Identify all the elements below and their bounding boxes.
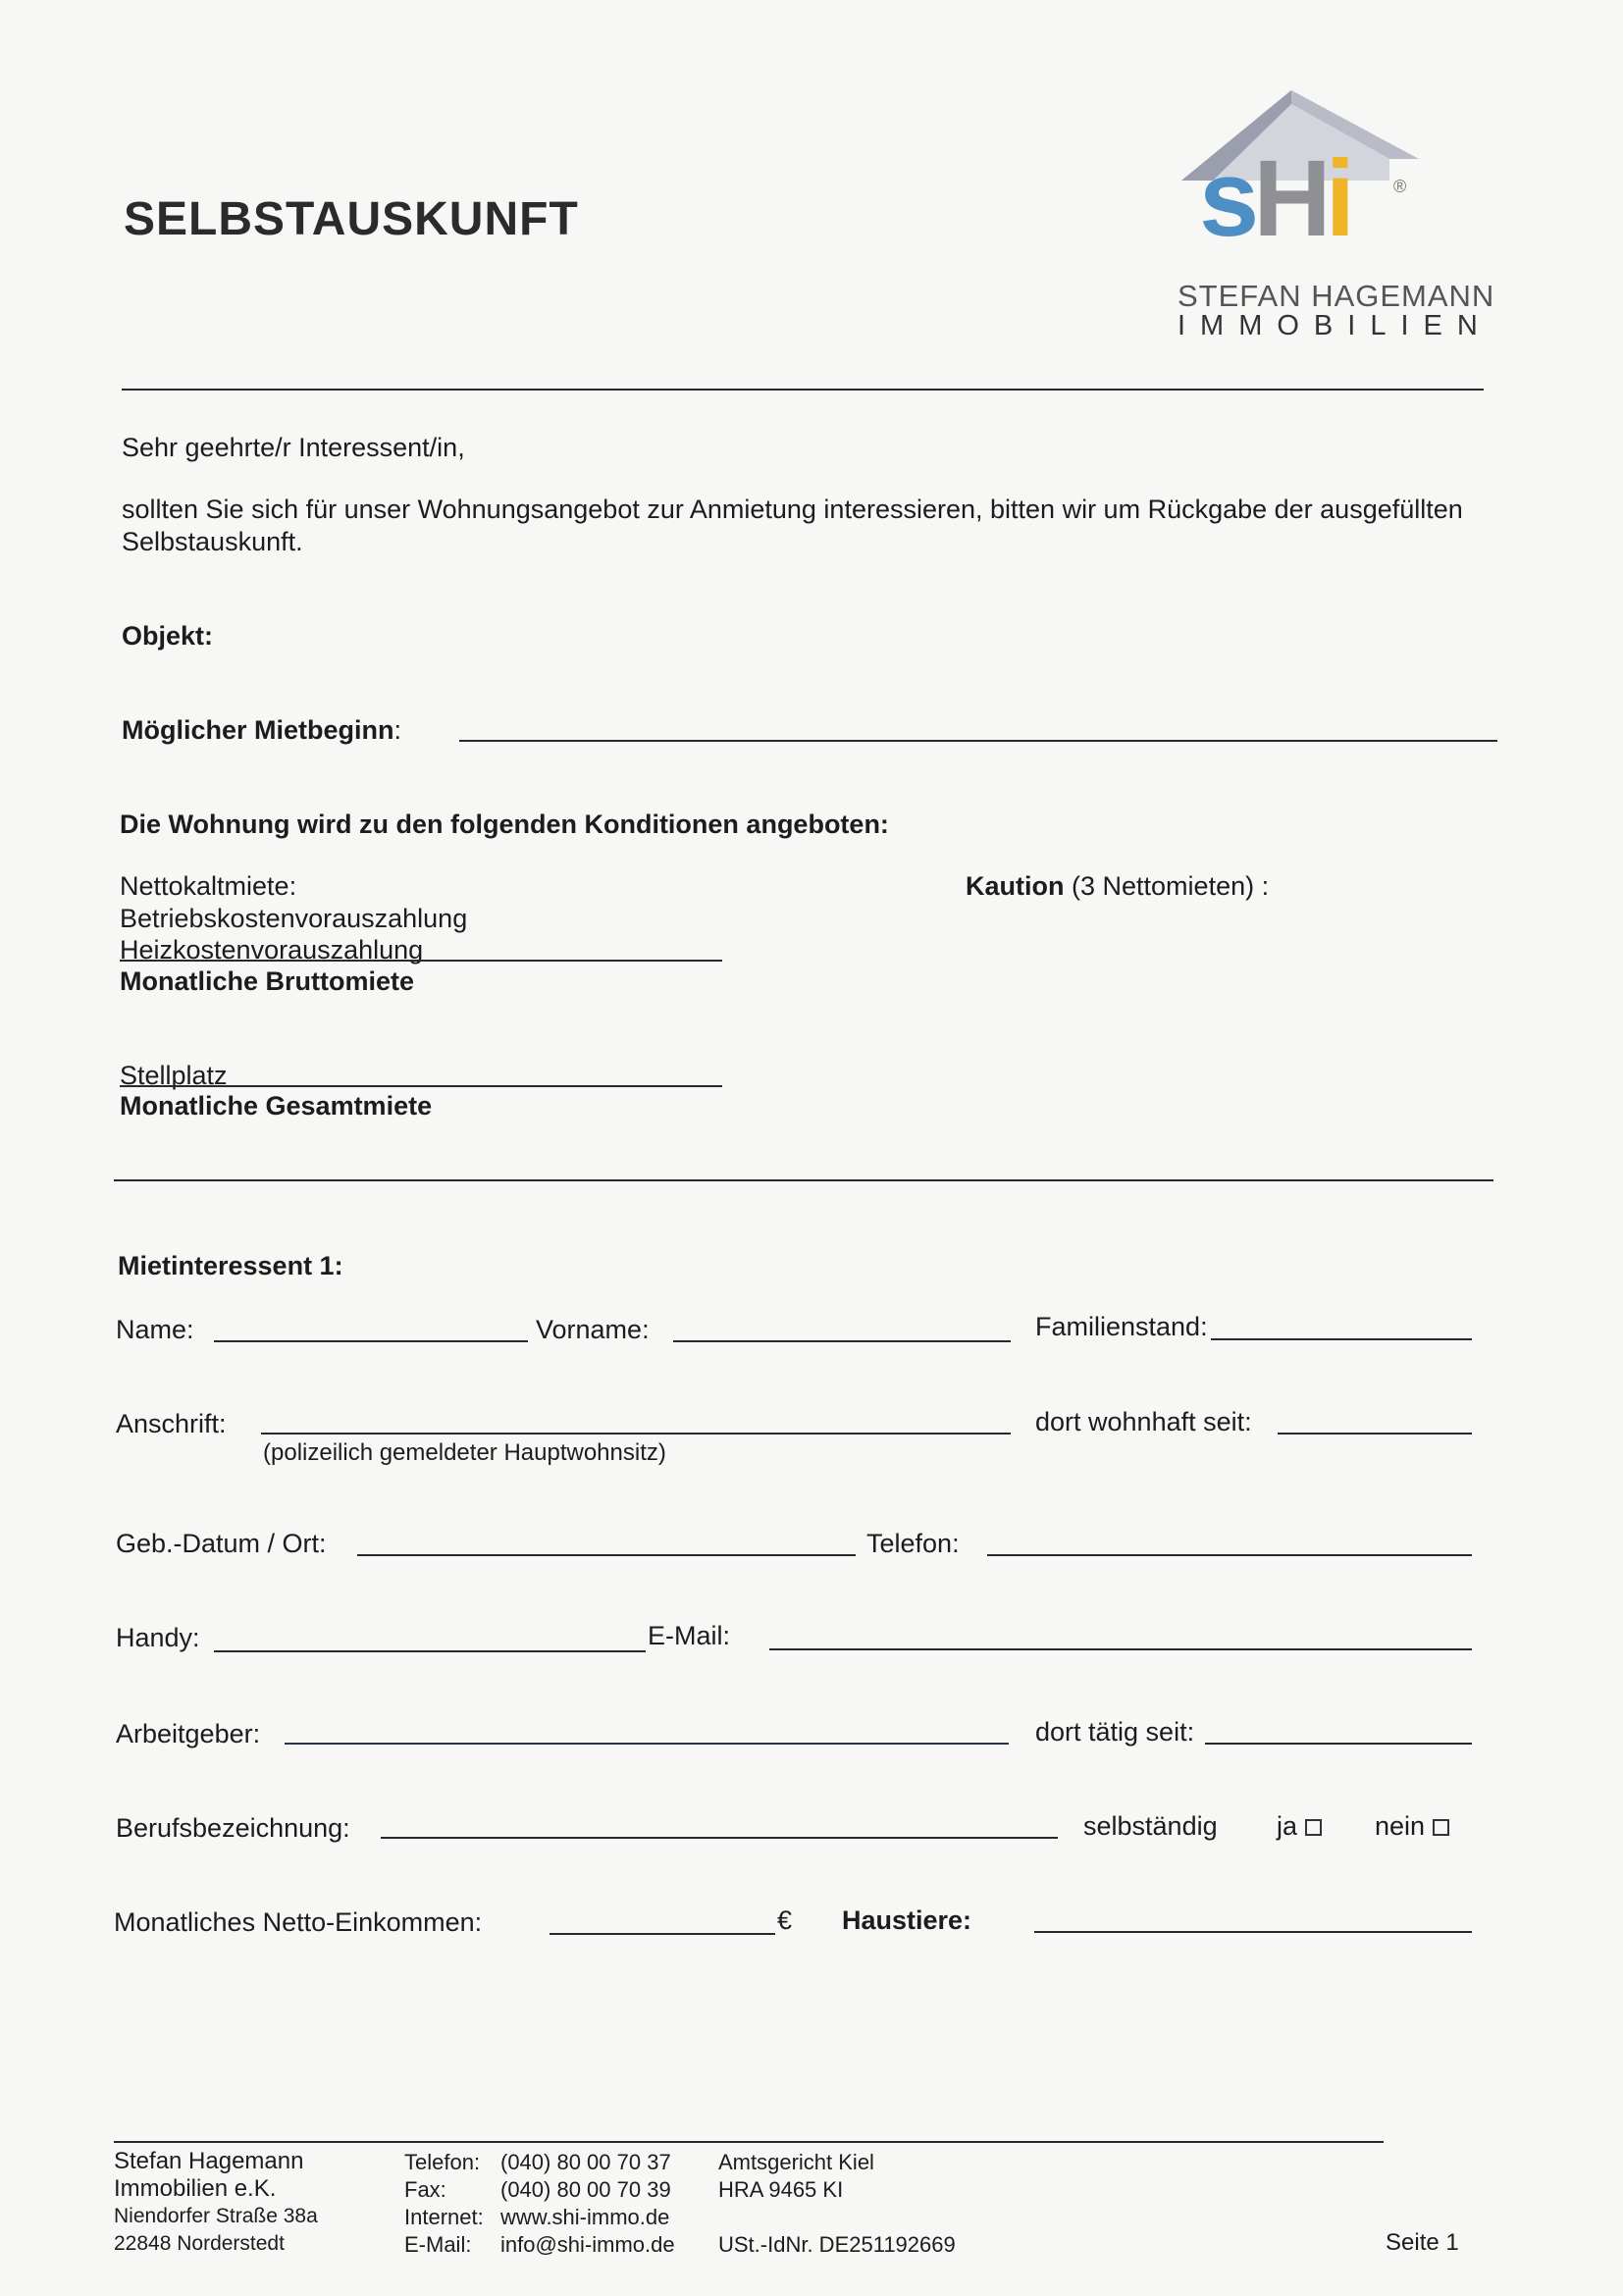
company-logo: [1174, 86, 1495, 341]
email-label: E-Mail:: [648, 1621, 731, 1650]
birth-field[interactable]: [357, 1554, 856, 1556]
self-employed-yes[interactable]: [1277, 1811, 1322, 1842]
footer-vat: USt.-IdNr. DE251192669: [718, 2232, 956, 2257]
address-label: Anschrift:: [116, 1409, 227, 1438]
currency-symbol: €: [777, 1905, 793, 1935]
footer-website-link[interactable]: www.shi-immo.de: [500, 2205, 670, 2229]
self-employed-label: selbständig: [1083, 1811, 1218, 1841]
deposit-label: [966, 871, 1269, 902]
footer-contact-label: Telefon:: [404, 2150, 481, 2174]
footer-register-line: HRA 9465 KI: [718, 2177, 844, 2202]
no-checkbox[interactable]: [1433, 1819, 1449, 1836]
footer-divider: [114, 2141, 1384, 2143]
net-rent-label: Nettokaltmiete:: [120, 871, 297, 901]
pets-field[interactable]: [1034, 1931, 1472, 1933]
footer-company: [114, 2148, 318, 2258]
resident-since-field[interactable]: [1278, 1433, 1472, 1435]
applicant-heading: Mietinteressent 1:: [118, 1251, 343, 1280]
no-label: nein: [1375, 1811, 1426, 1841]
footer-phone: (040) 80 00 70 37: [500, 2150, 671, 2174]
name-label: Name:: [116, 1315, 194, 1344]
footer-contact-label: E-Mail:: [404, 2232, 472, 2257]
footer-contact-values: [500, 2149, 675, 2259]
first-name-field[interactable]: [673, 1340, 1011, 1342]
total-rent-label: Monatliche Gesamtmiete: [120, 1091, 433, 1121]
footer-company-line: Immobilien e.K.: [114, 2175, 277, 2202]
registered-mark: ®: [1393, 177, 1407, 196]
footer-company-line: Stefan Hagemann: [114, 2148, 304, 2174]
employed-since-field[interactable]: [1205, 1743, 1472, 1745]
first-name-label: Vorname:: [536, 1315, 650, 1344]
page-number: Seite 1: [1386, 2229, 1459, 2256]
phone-field[interactable]: [987, 1554, 1472, 1556]
footer-register: [718, 2149, 874, 2204]
rent-start-colon: :: [393, 715, 402, 745]
mobile-field[interactable]: [214, 1650, 646, 1652]
logo-letter-i: i: [1325, 138, 1350, 259]
footer-company-line: Niendorfer Straße 38a: [114, 2205, 318, 2227]
resident-since-label: dort wohnhaft seit:: [1035, 1407, 1252, 1436]
mobile-label: Handy:: [116, 1623, 200, 1652]
gross-rent-label: Monatliche Bruttomiete: [120, 966, 415, 996]
deposit-note: (3 Nettomieten) :: [1072, 871, 1270, 901]
yes-label: ja: [1277, 1811, 1298, 1841]
salutation: Sehr geehrte/r Interessent/in,: [122, 433, 465, 462]
intro-text-line1: sollten Sie sich für unser Wohnungsangebot zur Anmietung interessieren, bitten wir um Rückgabe der ausgefüllten: [122, 495, 1463, 524]
name-field[interactable]: [214, 1340, 528, 1342]
intro-text-line2: Selbstauskunft.: [122, 527, 303, 556]
footer-fax: (040) 80 00 70 39: [500, 2177, 671, 2202]
address-field[interactable]: [261, 1433, 1011, 1435]
logo-letter-s: s: [1199, 138, 1254, 259]
logo-letter-h: H: [1253, 138, 1326, 259]
profession-field[interactable]: [381, 1837, 1058, 1839]
deposit-label-text: Kaution: [966, 871, 1065, 901]
address-note: (polizeilich gemeldeter Hauptwohnsitz): [263, 1439, 666, 1466]
page-title: SELBSTAUSKUNFT: [124, 193, 579, 245]
header-divider: [122, 389, 1484, 391]
footer-contact-label: Internet:: [404, 2205, 484, 2229]
footer-company-line: 22848 Norderstedt: [114, 2232, 285, 2255]
logo-line1: STEFAN HAGEMANN: [1178, 279, 1495, 313]
parking-label: Stellplatz: [120, 1061, 228, 1090]
footer-email-link[interactable]: info@shi-immo.de: [500, 2232, 675, 2257]
rent-start-label-text: Möglicher Mietbeginn: [122, 715, 394, 745]
heating-costs-label: Heizkostenvorauszahlung: [120, 935, 424, 965]
email-field[interactable]: [769, 1648, 1472, 1650]
heating-costs-underline: [120, 960, 722, 962]
logo-line2: IMMOBILIEN: [1178, 310, 1492, 341]
conditions-heading: Die Wohnung wird zu den folgenden Konditionen angeboten:: [120, 809, 889, 839]
employer-field[interactable]: [285, 1743, 1009, 1745]
logo-letters: [1199, 138, 1350, 259]
birth-label: Geb.-Datum / Ort:: [116, 1529, 327, 1558]
operating-costs-label: Betriebskostenvorauszahlung: [120, 904, 468, 933]
phone-label: Telefon:: [866, 1529, 960, 1558]
employer-label: Arbeitgeber:: [116, 1719, 261, 1748]
footer-contact-labels: [404, 2149, 484, 2259]
profession-label: Berufsbezeichnung:: [116, 1813, 350, 1843]
self-employed-no[interactable]: [1375, 1811, 1449, 1842]
marital-status-field[interactable]: [1211, 1338, 1472, 1340]
object-label: Objekt:: [122, 621, 214, 651]
income-label: Monatliches Netto-Einkommen:: [114, 1907, 483, 1937]
footer-contact-label: Fax:: [404, 2177, 446, 2202]
rent-start-field[interactable]: [459, 740, 1497, 742]
parking-underline: [120, 1085, 722, 1087]
conditions-divider: [114, 1179, 1493, 1181]
yes-checkbox[interactable]: [1305, 1819, 1322, 1836]
rent-start-label: [122, 715, 401, 746]
footer-register-line: Amtsgericht Kiel: [718, 2150, 874, 2174]
pets-label: Haustiere:: [842, 1905, 972, 1935]
marital-status-label: Familienstand:: [1035, 1312, 1208, 1341]
income-field[interactable]: [550, 1933, 775, 1935]
employed-since-label: dort tätig seit:: [1035, 1717, 1195, 1747]
